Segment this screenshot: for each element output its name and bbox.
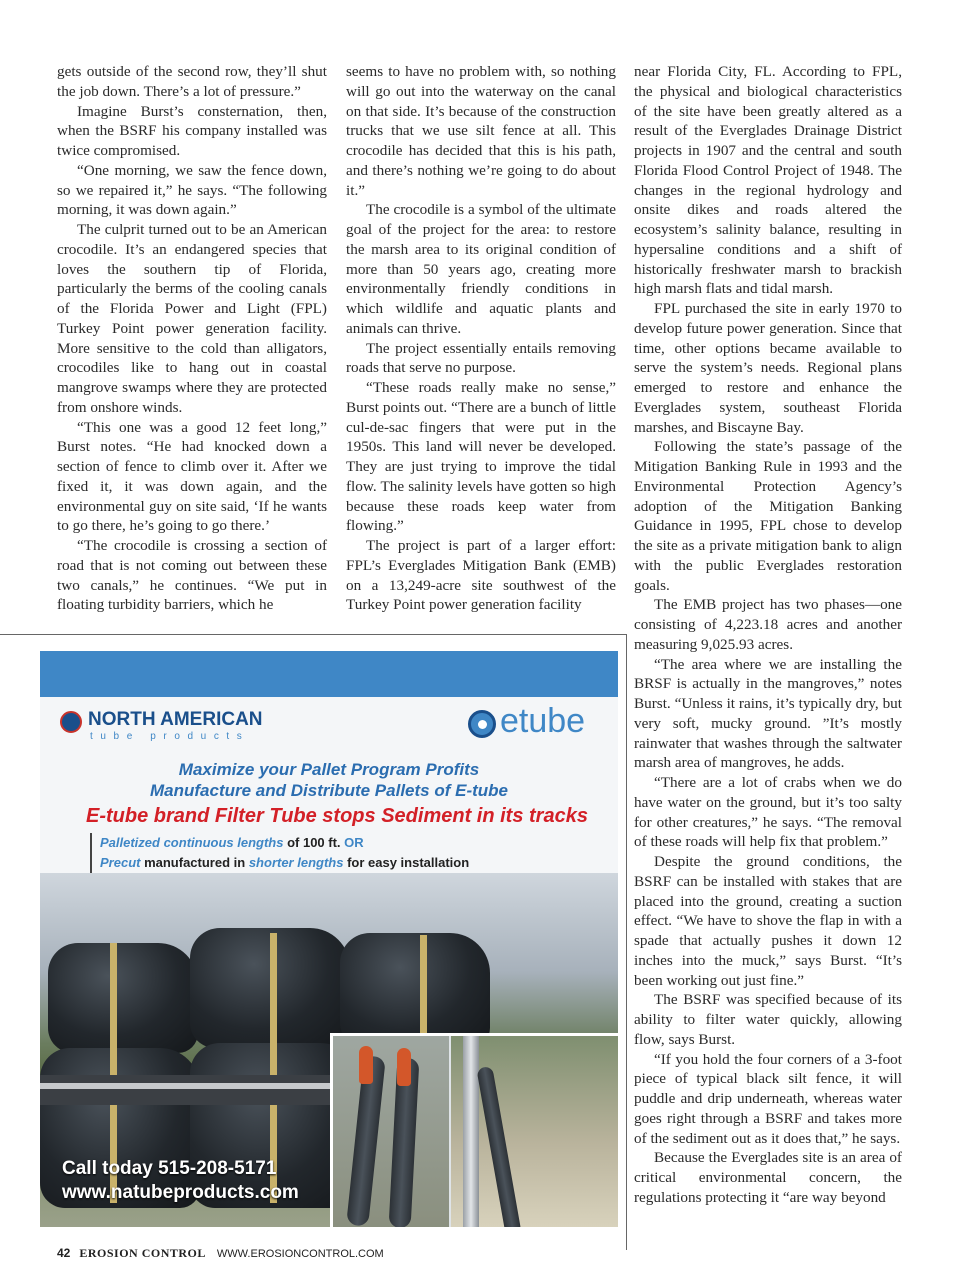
paragraph: Because the Everglades site is an area of critical environmental concern, the regulations protecting it “are way beyond (634, 1149, 902, 1206)
ad-headline-2: Manufacture and Distribute Pallets of E-tube (150, 781, 508, 800)
bullet-highlight: OR (344, 835, 364, 850)
etube-logo-icon (468, 710, 496, 738)
paragraph: “One morning, we saw the fence down, so we repaired it,” he says. “The following morning, it was down again.” (57, 161, 327, 219)
installed-tube-photo (330, 1033, 618, 1227)
paragraph: The project is part of a larger effort: FPL’s Everglades Mitigation Bank (EMB) on a 13,249-acre site southwest of the Turkey Point power generation facility (346, 537, 616, 614)
ad-bullet-2 (100, 853, 469, 873)
article-column-3 (634, 62, 902, 1208)
filter-tube (476, 1066, 521, 1227)
paragraph: Imagine Burst’s consternation, then, when the BSRF his company installed was twice compromised. (57, 102, 327, 159)
company-logo-icon (60, 711, 82, 733)
page-footer (57, 1246, 384, 1261)
ad-headline-1: Maximize your Pallet Program Profits (178, 760, 480, 779)
paragraph: “If you hold the four corners of a 3-foot piece of typical black silt fence, it will puddle and drip underneath, whereas water goes right through a BSRF and takes more of the sediment out as it does that,” he says. (634, 1050, 902, 1147)
ad-phone[interactable]: Call today 515-208-5171 (62, 1158, 277, 1179)
paragraph: gets outside of the second row, they’ll shut the job down. There’s a lot of pressure.” (57, 63, 327, 100)
inset-photo-left (333, 1036, 449, 1227)
tube-cap (359, 1046, 373, 1084)
ad-bullet-1 (100, 833, 469, 853)
bullet-highlight: Precut (100, 855, 141, 870)
paragraph: “There are a lot of crabs when we do have water on the ground, but it’s too salty for other creatures,” he says. “The removal of these roads will help fix that problem.” (634, 774, 902, 851)
paragraph: The culprit turned out to be an American crocodile. It’s an endangered species that loves the southern tip of Florida, particularly the berms of the cooling canals of the Florida Power and Light (FPL) Turkey Point power generation facility. More sensitive to the cold than alligators, crocodiles like to hang out in coastal mangrove swamps where they are protected from onshore winds. (57, 221, 327, 416)
tube-cap (397, 1048, 411, 1086)
wrapped-pallet (48, 943, 198, 1053)
article-column-1 (57, 62, 327, 615)
paragraph: The crocodile is a symbol of the ultimate goal of the project for the area: to restore the marsh area to its original condition of more than 50 years ago, creating more environmentally friendly conditions in which wildlife and aquatic plants and animals can thrive. (346, 201, 616, 337)
paragraph: Despite the ground conditions, the BSRF can be installed with stakes that are placed into the ground, creating a suction effect. “We have to shove the flap in with a spade that actually pushes it down 12 inches into the muck,” says Burst. “It’s been working out just fine.” (634, 853, 902, 989)
bullet-highlight: Palletized continuous lengths (100, 835, 284, 850)
wrapped-pallet (340, 933, 490, 1048)
ad-top-band (40, 651, 618, 697)
bullet-highlight: shorter lengths (248, 855, 344, 870)
bullet-text: for easy installation (343, 855, 470, 870)
paragraph: seems to have no problem with, so nothing will go out into the waterway on the canal on that side. It’s because of the construction trucks that we use silt fence at all. This crocodile has decided that this is his path, and there’s nothing we’re going to do about it.” (346, 63, 616, 199)
paragraph: The BSRF was specified because of its ability to filter water quickly, allowing flow, says Burst. (634, 991, 902, 1048)
magazine-name: EROSION CONTROL (79, 1246, 206, 1260)
bullet-text: manufactured in (140, 855, 249, 870)
paragraph: “These roads really make no sense,” Burst points out. “There are a bunch of little cul-de-sac fingers that were put in the 1950s. This land will never be developed. They are just trying to improve the tidal flow. The salinity levels have gotten so high because these roads keep water from flowing.” (346, 379, 616, 535)
etube-brand: etube (500, 702, 586, 740)
magazine-url[interactable]: WWW.EROSIONCONTROL.COM (216, 1248, 384, 1260)
page-number: 42 (57, 1246, 71, 1260)
company-name: NORTH AMERICAN (88, 709, 263, 730)
paragraph: The EMB project has two phases—one consisting of 4,223.18 acres and another measuring 9,025.93 acres. (634, 596, 902, 653)
paragraph: FPL purchased the site in early 1970 to develop future power generation. Since that time, other options became available to serve the system’s needs. Regional plans emerged to restore and enhance the Everglades system, southeast Florida marshes, and Biscayne Bay. (634, 300, 902, 436)
paragraph: “The crocodile is crossing a section of road that is not coming out between these two canals,” he continues. “We put in floating turbidity barriers, which he (57, 537, 327, 614)
company-subtitle: tube products (90, 731, 250, 742)
bullet-text: of 100 ft. (283, 835, 345, 850)
ad-website-link[interactable]: www.natubeproducts.com (62, 1182, 299, 1203)
advertisement[interactable] (40, 651, 618, 1227)
inset-photo-right (451, 1036, 618, 1227)
paragraph: “The area where we are installing the BRSF is actually in the mangroves,” notes Burst. “Unless it rains, it’s typically dry, but very soft, mucky ground. ”It’s mostly rainwater that washes through the saltwater marsh area of mangroves, he adds. (634, 655, 902, 772)
paragraph: The project essentially entails removing roads that serve no purpose. (346, 339, 616, 377)
ad-headline-3: E-tube brand Filter Tube stops Sediment in its tracks (86, 805, 588, 827)
paragraph: Following the state’s passage of the Mitigation Banking Rule in 1993 and the Environmental Protection Agency’s adoption of the Mitigation Banking Guidance in 1995, FPL chose to develop the site as a private mitigation bank to align with the public Everglades restoration goals. (634, 438, 902, 594)
article-column-2 (346, 62, 616, 615)
paragraph: “This one was a good 12 feet long,” Burst notes. “He had knocked down a section of fence to climb over it. After we fixed it, it was down again, and the environmental guy on site said, ‘If he wants to go there, he’s going to go there.’ (57, 418, 327, 535)
ad-bullets (90, 833, 469, 873)
ad-call-to-action[interactable] (62, 1157, 299, 1205)
paragraph: near Florida City, FL. According to FPL, the physical and biological characteristics of the site have been greatly altered as a result of the Everglades Drainage District projects in 1907 and the central and south Florida Flood Control Project of 1948. The changes in the regional hydrology and onsite dikes and roads altered the ecosystem’s salinity balance, resulting in hypersaline conditions and a shift of historically freshwater marsh to brackish high marsh flats and tidal marsh. (634, 63, 902, 298)
pole (463, 1036, 479, 1227)
